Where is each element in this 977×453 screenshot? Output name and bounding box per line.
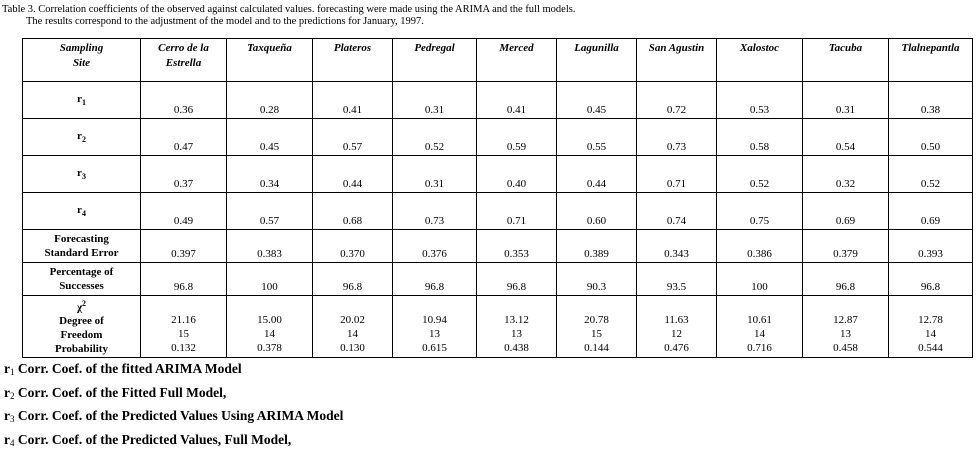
legend-text: Corr. Coef. of the Fitted Full Model, — [18, 385, 226, 400]
header-row — [23, 39, 973, 82]
table-cell: 0.343 — [637, 230, 717, 263]
table-cell: 0.52 — [889, 156, 973, 193]
table-cell: 0.31 — [393, 82, 477, 119]
chi2-value: 12.87 — [803, 313, 888, 327]
legend-text: Corr. Coef. of the Predicted Values, Full Model, — [18, 432, 291, 447]
stats-cell — [889, 296, 973, 358]
r-subscript: 1 — [82, 99, 86, 108]
prob-value: 0.130 — [313, 341, 392, 355]
r-label: r — [77, 93, 82, 105]
table-row-forecast — [23, 230, 973, 263]
table-cell: 0.393 — [889, 230, 973, 263]
caption-line-1: Table 3. Correlation coefficients of the observed against calculated values. forecasting were made using the ARIMA and the full models. — [2, 4, 575, 16]
table-cell: 0.370 — [313, 230, 393, 263]
chi2-value: 13.12 — [477, 313, 556, 327]
legend-r: r — [4, 361, 10, 376]
table-cell: 96.8 — [477, 263, 557, 296]
table-cell: 0.47 — [141, 119, 227, 156]
table-body — [23, 82, 973, 358]
table-cell: 0.36 — [141, 82, 227, 119]
table-cell: 0.383 — [227, 230, 313, 263]
table-cell: 100 — [227, 263, 313, 296]
stats-label-line: Probability — [23, 342, 140, 356]
header-site-7 — [717, 39, 803, 82]
table-cell: 0.59 — [477, 119, 557, 156]
prob-value: 0.716 — [717, 341, 802, 355]
table-cell: 0.386 — [717, 230, 803, 263]
table-cell: 0.71 — [637, 156, 717, 193]
header-site-3 — [393, 39, 477, 82]
table-cell: 0.45 — [557, 82, 637, 119]
chi2-value: 10.94 — [393, 313, 476, 327]
table-cell: 96.8 — [313, 263, 393, 296]
header-site-line: Estrella — [141, 56, 226, 71]
table-cell: 0.74 — [637, 193, 717, 230]
table-row-r3 — [23, 156, 973, 193]
correlation-table — [22, 38, 973, 358]
prob-value: 0.132 — [141, 341, 226, 355]
legend-item-2 — [4, 383, 343, 407]
table-cell: 0.379 — [803, 230, 889, 263]
header-site-line: Pedregal — [393, 41, 476, 56]
row-label-r2 — [23, 119, 141, 156]
header-site-5 — [557, 39, 637, 82]
chi2-value: 12.78 — [889, 313, 972, 327]
table-cell: 0.353 — [477, 230, 557, 263]
table-cell: 0.69 — [803, 193, 889, 230]
header-site-line: Merced — [477, 41, 556, 56]
row-label-line: Percentage of — [23, 265, 140, 279]
r-label: r — [77, 204, 82, 216]
header-site-line: Tacuba — [803, 41, 888, 56]
prob-value: 0.615 — [393, 341, 476, 355]
table-cell: 100 — [717, 263, 803, 296]
table-cell: 96.8 — [889, 263, 973, 296]
table-cell: 0.44 — [557, 156, 637, 193]
legend-r: r — [4, 385, 10, 400]
prob-value: 0.476 — [637, 341, 716, 355]
dof-value: 13 — [477, 327, 556, 341]
chi-symbol: χ — [77, 301, 82, 313]
table-cell: 0.34 — [227, 156, 313, 193]
legend-r: r — [4, 432, 10, 447]
header-site-0 — [141, 39, 227, 82]
table-row-forecast-label — [23, 230, 141, 263]
table-cell: 0.52 — [393, 119, 477, 156]
table-cell: 0.41 — [477, 82, 557, 119]
table-cell: 0.58 — [717, 119, 803, 156]
table-cell: 0.75 — [717, 193, 803, 230]
header-site-line: Plateros — [313, 41, 392, 56]
legend-item-4 — [4, 430, 343, 453]
table-cell: 96.8 — [393, 263, 477, 296]
stats-cell — [313, 296, 393, 358]
header-site-line: San Agustin — [637, 41, 716, 56]
table-cell: 0.31 — [393, 156, 477, 193]
legend-sub: 4 — [10, 438, 15, 448]
header-site-9 — [889, 39, 973, 82]
stats-label-line: Freedom — [23, 328, 140, 342]
legend-item-3 — [4, 406, 343, 430]
row-label-line: Forecasting — [23, 232, 140, 246]
table-cell: 0.40 — [477, 156, 557, 193]
header-sampling-site — [23, 39, 141, 82]
table-cell: 0.71 — [477, 193, 557, 230]
prob-value: 0.378 — [227, 341, 312, 355]
legend-sub: 3 — [10, 414, 15, 424]
prob-value: 0.544 — [889, 341, 972, 355]
table-cell: 0.72 — [637, 82, 717, 119]
table-cell: 0.41 — [313, 82, 393, 119]
dof-value: 13 — [803, 327, 888, 341]
prob-value: 0.144 — [557, 341, 636, 355]
header-site-4 — [477, 39, 557, 82]
table-cell: 0.376 — [393, 230, 477, 263]
stats-cell — [557, 296, 637, 358]
table-row-r4 — [23, 193, 973, 230]
stats-cell — [141, 296, 227, 358]
table-cell: 90.3 — [557, 263, 637, 296]
r-subscript: 2 — [82, 136, 86, 145]
row-label-r4 — [23, 193, 141, 230]
stats-cell — [717, 296, 803, 358]
table-cell: 0.69 — [889, 193, 973, 230]
table-cell: 0.52 — [717, 156, 803, 193]
table-cell: 96.8 — [141, 263, 227, 296]
legend-sub: 2 — [10, 391, 15, 401]
table-row-successes-label — [23, 263, 141, 296]
dof-value: 14 — [717, 327, 802, 341]
table-cell: 0.44 — [313, 156, 393, 193]
header-site-label: Site — [23, 56, 140, 71]
dof-value: 14 — [889, 327, 972, 341]
legend-sub: 1 — [10, 367, 15, 377]
table-cell: 0.31 — [803, 82, 889, 119]
chi2-value: 20.02 — [313, 313, 392, 327]
stats-cell — [393, 296, 477, 358]
legend-r: r — [4, 408, 10, 423]
table-row-r2 — [23, 119, 973, 156]
row-label-r3 — [23, 156, 141, 193]
stats-row-label — [23, 296, 141, 358]
legend — [4, 359, 343, 453]
table-cell: 0.60 — [557, 193, 637, 230]
prob-value: 0.458 — [803, 341, 888, 355]
stats-cell — [477, 296, 557, 358]
table-cell: 93.5 — [637, 263, 717, 296]
table-row-r1 — [23, 82, 973, 119]
dof-value: 15 — [557, 327, 636, 341]
table-cell: 96.8 — [803, 263, 889, 296]
stats-cell — [227, 296, 313, 358]
dof-value: 13 — [393, 327, 476, 341]
chi2-value: 10.61 — [717, 313, 802, 327]
chi2-value: 15.00 — [227, 313, 312, 327]
table-cell: 0.68 — [313, 193, 393, 230]
header-site-1 — [227, 39, 313, 82]
table-caption — [2, 4, 575, 28]
table-cell: 0.389 — [557, 230, 637, 263]
table-cell: 0.57 — [313, 119, 393, 156]
dof-value: 15 — [141, 327, 226, 341]
chi2-value: 20.78 — [557, 313, 636, 327]
table-row-stats — [23, 296, 973, 358]
r-label: r — [77, 167, 82, 179]
header-site-line: Tlalnepantla — [889, 41, 972, 56]
table-cell: 0.49 — [141, 193, 227, 230]
stats-label-line: Degree of — [23, 314, 140, 328]
header-sampling-label: Sampling — [23, 41, 140, 56]
table-cell: 0.55 — [557, 119, 637, 156]
chi-superscript: 2 — [82, 299, 86, 308]
dof-value: 14 — [313, 327, 392, 341]
header-site-2 — [313, 39, 393, 82]
header-site-line: Lagunilla — [557, 41, 636, 56]
prob-value: 0.438 — [477, 341, 556, 355]
header-site-8 — [803, 39, 889, 82]
caption-line-2: The results correspond to the adjustment of the model and to the predictions for January, 1997. — [2, 16, 575, 28]
table-cell: 0.32 — [803, 156, 889, 193]
legend-text: Corr. Coef. of the fitted ARIMA Model — [18, 361, 242, 376]
row-label-line: Standard Error — [23, 246, 140, 260]
table-cell: 0.45 — [227, 119, 313, 156]
dof-value: 14 — [227, 327, 312, 341]
header-site-line: Taxqueña — [227, 41, 312, 56]
table-row-successes — [23, 263, 973, 296]
table-cell: 0.57 — [227, 193, 313, 230]
table-cell: 0.54 — [803, 119, 889, 156]
legend-text: Corr. Coef. of the Predicted Values Using ARIMA Model — [18, 408, 343, 423]
header-site-line: Cerro de la — [141, 41, 226, 56]
row-label-r1 — [23, 82, 141, 119]
table-cell: 0.73 — [393, 193, 477, 230]
chi2-value: 11.63 — [637, 313, 716, 327]
table-cell: 0.53 — [717, 82, 803, 119]
r-subscript: 4 — [82, 210, 86, 219]
table-cell: 0.38 — [889, 82, 973, 119]
header-site-6 — [637, 39, 717, 82]
header-site-line: Xalostoc — [717, 41, 802, 56]
table-cell: 0.73 — [637, 119, 717, 156]
chi-square-label — [23, 297, 140, 315]
r-subscript: 3 — [82, 173, 86, 182]
table-cell: 0.28 — [227, 82, 313, 119]
table-cell: 0.37 — [141, 156, 227, 193]
table-cell: 0.397 — [141, 230, 227, 263]
table-cell: 0.50 — [889, 119, 973, 156]
stats-cell — [803, 296, 889, 358]
dof-value: 12 — [637, 327, 716, 341]
chi2-value: 21.16 — [141, 313, 226, 327]
stats-cell — [637, 296, 717, 358]
legend-item-1 — [4, 359, 343, 383]
r-label: r — [77, 130, 82, 142]
row-label-line: Successes — [23, 279, 140, 293]
